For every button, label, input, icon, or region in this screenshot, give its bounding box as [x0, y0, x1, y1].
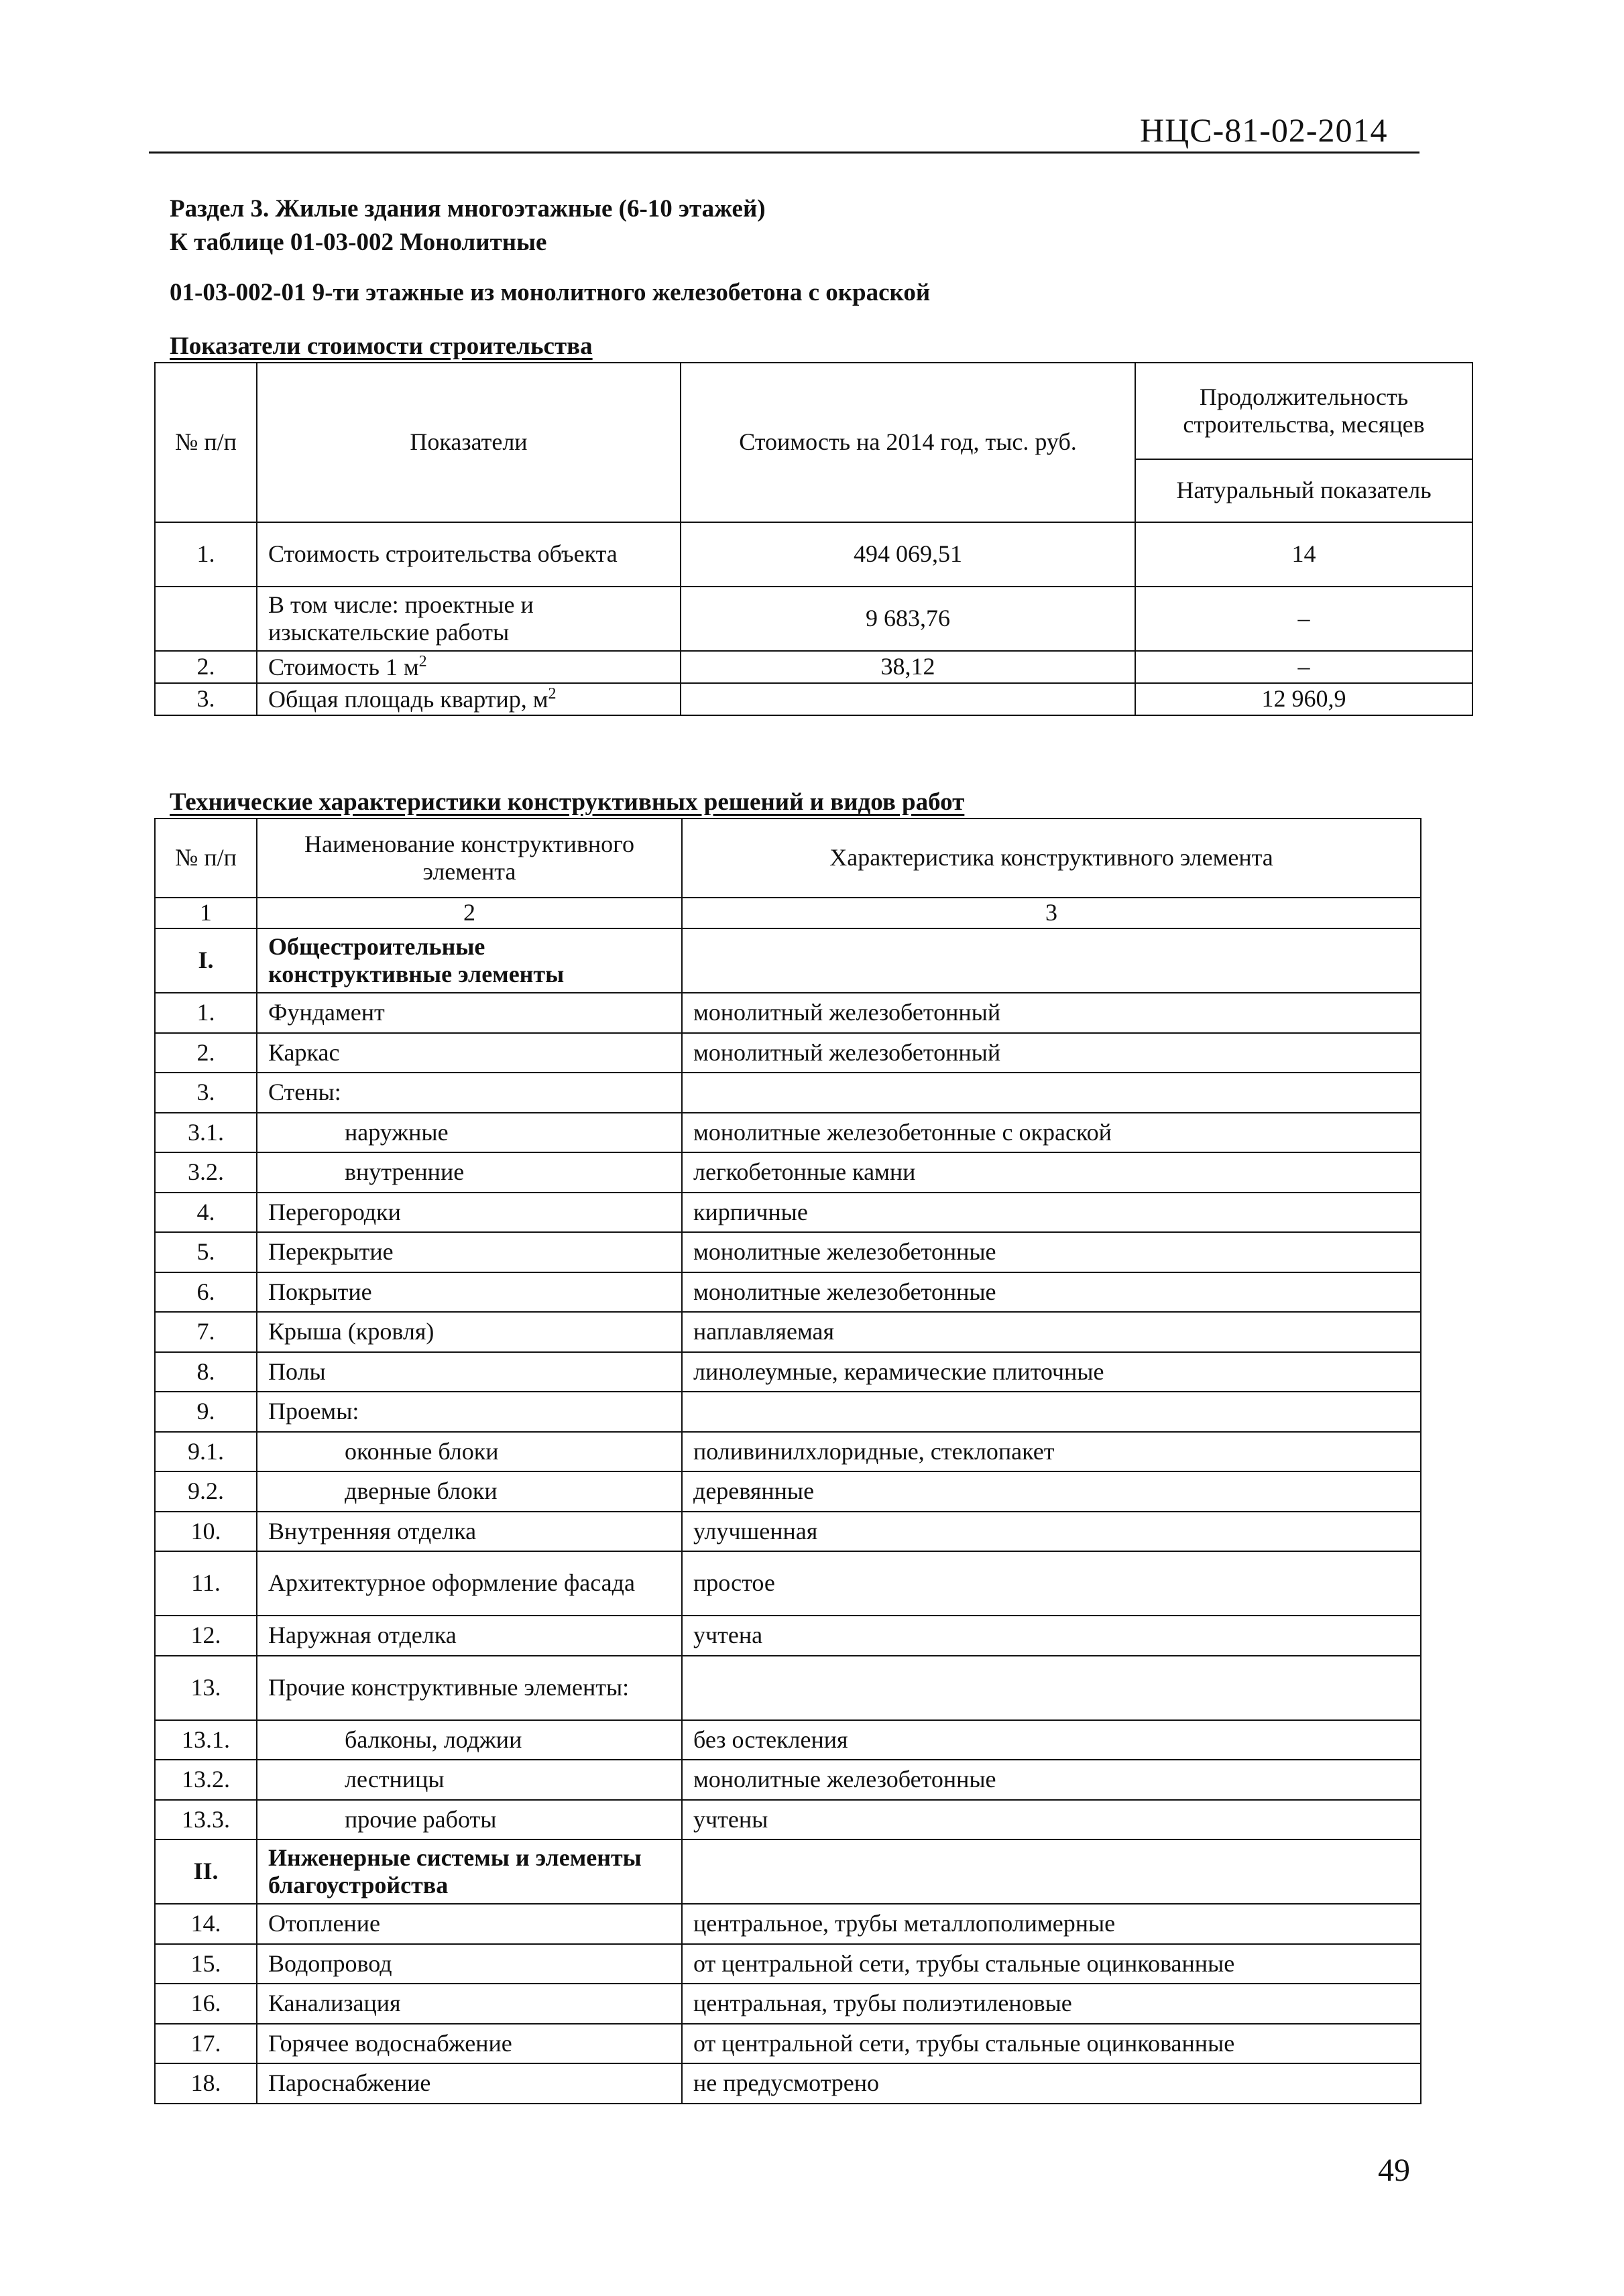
table-row — [155, 1760, 1421, 1800]
table-reference: К таблице 01-03-002 Монолитные — [170, 229, 547, 256]
table-row — [155, 928, 1421, 993]
row-number: 13. — [155, 1656, 257, 1720]
row-number: 9. — [155, 1392, 257, 1432]
element-characteristic: легкобетонные камни — [682, 1152, 1421, 1193]
row-number — [155, 587, 257, 651]
element-name: Горячее водоснабжение — [257, 2024, 682, 2064]
row-number: 7. — [155, 1312, 257, 1352]
row-number: 17. — [155, 2024, 257, 2064]
element-characteristic: учтены — [682, 1800, 1421, 1840]
row-number: 13.1. — [155, 1720, 257, 1760]
cost-value — [681, 683, 1135, 715]
header-natural: Натуральный показатель — [1135, 459, 1472, 522]
element-name: Канализация — [257, 1984, 682, 2024]
row-number: 3.2. — [155, 1152, 257, 1193]
page-number: 49 — [1378, 2153, 1410, 2188]
element-name: внутренние — [257, 1152, 682, 1193]
element-name: Каркас — [257, 1033, 682, 1073]
unit-superscript: 2 — [548, 684, 557, 703]
element-name: Перекрытие — [257, 1232, 682, 1272]
element-characteristic — [682, 1656, 1421, 1720]
header-rule — [149, 152, 1419, 154]
cost-value: 9 683,76 — [681, 587, 1135, 651]
table-row — [155, 993, 1421, 1033]
section-title: Раздел 3. Жилые здания многоэтажные (6-10 этажей) — [170, 195, 766, 223]
natural-value: – — [1135, 587, 1472, 651]
table-row — [155, 1800, 1421, 1840]
table-row — [155, 2024, 1421, 2064]
table-row — [155, 1392, 1421, 1432]
item-title: 01-03-002-01 9-ти этажные из монолитного железобетона с окраской — [170, 279, 931, 306]
row-number: 14. — [155, 1904, 257, 1944]
row-number: 13.2. — [155, 1760, 257, 1800]
row-number: 9.1. — [155, 1432, 257, 1472]
row-number: 8. — [155, 1352, 257, 1392]
indicator-name — [257, 651, 681, 683]
row-number: 10. — [155, 1512, 257, 1552]
row-number: 11. — [155, 1551, 257, 1616]
table-row — [155, 1512, 1421, 1552]
unit-superscript: 2 — [418, 652, 427, 670]
row-number: 3. — [155, 683, 257, 715]
row-number: 4. — [155, 1193, 257, 1233]
element-name: Инженерные системы и элементы благоустройства — [257, 1839, 682, 1904]
element-name: Архитектурное оформление фасада — [257, 1551, 682, 1616]
element-characteristic: без остекления — [682, 1720, 1421, 1760]
element-characteristic: простое — [682, 1551, 1421, 1616]
element-name: Наружная отделка — [257, 1616, 682, 1656]
row-number: 3.1. — [155, 1113, 257, 1153]
indicator-name — [257, 522, 681, 587]
row-number: 18. — [155, 2063, 257, 2104]
element-name: лестницы — [257, 1760, 682, 1800]
row-number: II. — [155, 1839, 257, 1904]
row-number: 12. — [155, 1616, 257, 1656]
element-name: Фундамент — [257, 993, 682, 1033]
element-characteristic: не предусмотрено — [682, 2063, 1421, 2104]
table-row — [155, 1839, 1421, 1904]
element-name: дверные блоки — [257, 1471, 682, 1512]
element-name: Покрытие — [257, 1272, 682, 1313]
row-number: 1. — [155, 993, 257, 1033]
element-characteristic: учтена — [682, 1616, 1421, 1656]
table-row — [155, 1033, 1421, 1073]
column-number: 1 — [155, 898, 257, 928]
element-name: балконы, лоджии — [257, 1720, 682, 1760]
table-row — [155, 1720, 1421, 1760]
element-characteristic: наплавляемая — [682, 1312, 1421, 1352]
element-characteristic: поливинилхлоридные, стеклопакет — [682, 1432, 1421, 1472]
cost-indicators-table — [154, 362, 1473, 716]
element-name: Внутренняя отделка — [257, 1512, 682, 1552]
row-number: 3. — [155, 1073, 257, 1113]
table-row — [155, 1551, 1421, 1616]
row-number: 2. — [155, 1033, 257, 1073]
row-number: 13.3. — [155, 1800, 257, 1840]
row-number: 2. — [155, 651, 257, 683]
element-characteristic: от центральной сети, трубы стальные оцинкованные — [682, 2024, 1421, 2064]
element-characteristic: монолитный железобетонный — [682, 993, 1421, 1033]
table-row — [155, 1656, 1421, 1720]
indicator-name-text: В том числе: проектные и изыскательские работы — [268, 591, 534, 646]
row-number: 6. — [155, 1272, 257, 1313]
row-number: 15. — [155, 1944, 257, 1984]
natural-value: 12 960,9 — [1135, 683, 1472, 715]
element-characteristic: монолитный железобетонный — [682, 1033, 1421, 1073]
table-row — [155, 1312, 1421, 1352]
table-row — [155, 651, 1472, 683]
header-duration: Продолжительность строительства, месяцев — [1135, 363, 1472, 459]
header-characteristic: Характеристика конструктивного элемента — [682, 819, 1421, 898]
table-row — [155, 1352, 1421, 1392]
element-name: Водопровод — [257, 1944, 682, 1984]
element-characteristic: деревянные — [682, 1471, 1421, 1512]
table-row — [155, 1073, 1421, 1113]
table-row — [155, 1984, 1421, 2024]
element-name: Крыша (кровля) — [257, 1312, 682, 1352]
table-row — [155, 1193, 1421, 1233]
indicator-name-text: Стоимость строительства объекта — [268, 540, 618, 568]
table-row — [155, 587, 1472, 651]
element-name: Прочие конструктивные элементы: — [257, 1656, 682, 1720]
header-element-name: Наименование конструктивного элемента — [257, 819, 682, 898]
element-name: Пароснабжение — [257, 2063, 682, 2104]
table-row — [155, 1944, 1421, 1984]
element-characteristic — [682, 1839, 1421, 1904]
element-characteristic: монолитные железобетонные с окраской — [682, 1113, 1421, 1153]
element-characteristic: монолитные железобетонные — [682, 1272, 1421, 1313]
row-number: 1. — [155, 522, 257, 587]
cost-value: 494 069,51 — [681, 522, 1135, 587]
cost-table-caption: Показатели стоимости строительства — [170, 333, 593, 360]
element-name: Проемы: — [257, 1392, 682, 1432]
element-name: наружные — [257, 1113, 682, 1153]
element-characteristic: монолитные железобетонные — [682, 1760, 1421, 1800]
row-number: I. — [155, 928, 257, 993]
header-indicator: Показатели — [257, 363, 681, 522]
element-name: Перегородки — [257, 1193, 682, 1233]
row-number: 5. — [155, 1232, 257, 1272]
header-cost: Стоимость на 2014 год, тыс. руб. — [681, 363, 1135, 522]
element-characteristic: монолитные железобетонные — [682, 1232, 1421, 1272]
element-characteristic: кирпичные — [682, 1193, 1421, 1233]
tech-table-caption: Технические характеристики конструктивных решений и видов работ — [170, 788, 965, 816]
element-characteristic: центральная, трубы полиэтиленовые — [682, 1984, 1421, 2024]
element-name: Стены: — [257, 1073, 682, 1113]
indicator-name — [257, 587, 681, 651]
header-num: № п/п — [155, 363, 257, 522]
element-characteristic — [682, 1392, 1421, 1432]
table-row — [155, 2063, 1421, 2104]
table-row — [155, 1432, 1421, 1472]
element-name: Общестроительные конструктивные элементы — [257, 928, 682, 993]
cost-value: 38,12 — [681, 651, 1135, 683]
element-name: оконные блоки — [257, 1432, 682, 1472]
table-row — [155, 683, 1472, 715]
indicator-name — [257, 683, 681, 715]
document-code: НЦС-81-02-2014 — [1140, 111, 1388, 149]
indicator-name-text: Общая площадь квартир, м — [268, 685, 548, 713]
table-row — [155, 1272, 1421, 1313]
column-number: 3 — [682, 898, 1421, 928]
column-number: 2 — [257, 898, 682, 928]
element-name: прочие работы — [257, 1800, 682, 1840]
indicator-name-text: Стоимость 1 м — [268, 653, 419, 680]
element-characteristic: центральное, трубы металлополимерные — [682, 1904, 1421, 1944]
table-row — [155, 1232, 1421, 1272]
element-name: Полы — [257, 1352, 682, 1392]
table-row — [155, 1471, 1421, 1512]
table-row — [155, 1616, 1421, 1656]
row-number: 16. — [155, 1984, 257, 2024]
element-characteristic: от центральной сети, трубы стальные оцинкованные — [682, 1944, 1421, 1984]
table-row — [155, 522, 1472, 587]
element-characteristic — [682, 928, 1421, 993]
row-number: 9.2. — [155, 1471, 257, 1512]
technical-characteristics-table — [154, 818, 1422, 2104]
element-characteristic — [682, 1073, 1421, 1113]
natural-value: 14 — [1135, 522, 1472, 587]
element-characteristic: улучшенная — [682, 1512, 1421, 1552]
element-name: Отопление — [257, 1904, 682, 1944]
header-num: № п/п — [155, 819, 257, 898]
element-characteristic: линолеумные, керамические плиточные — [682, 1352, 1421, 1392]
table-row — [155, 1113, 1421, 1153]
table-row — [155, 1904, 1421, 1944]
natural-value: – — [1135, 651, 1472, 683]
table-row — [155, 1152, 1421, 1193]
